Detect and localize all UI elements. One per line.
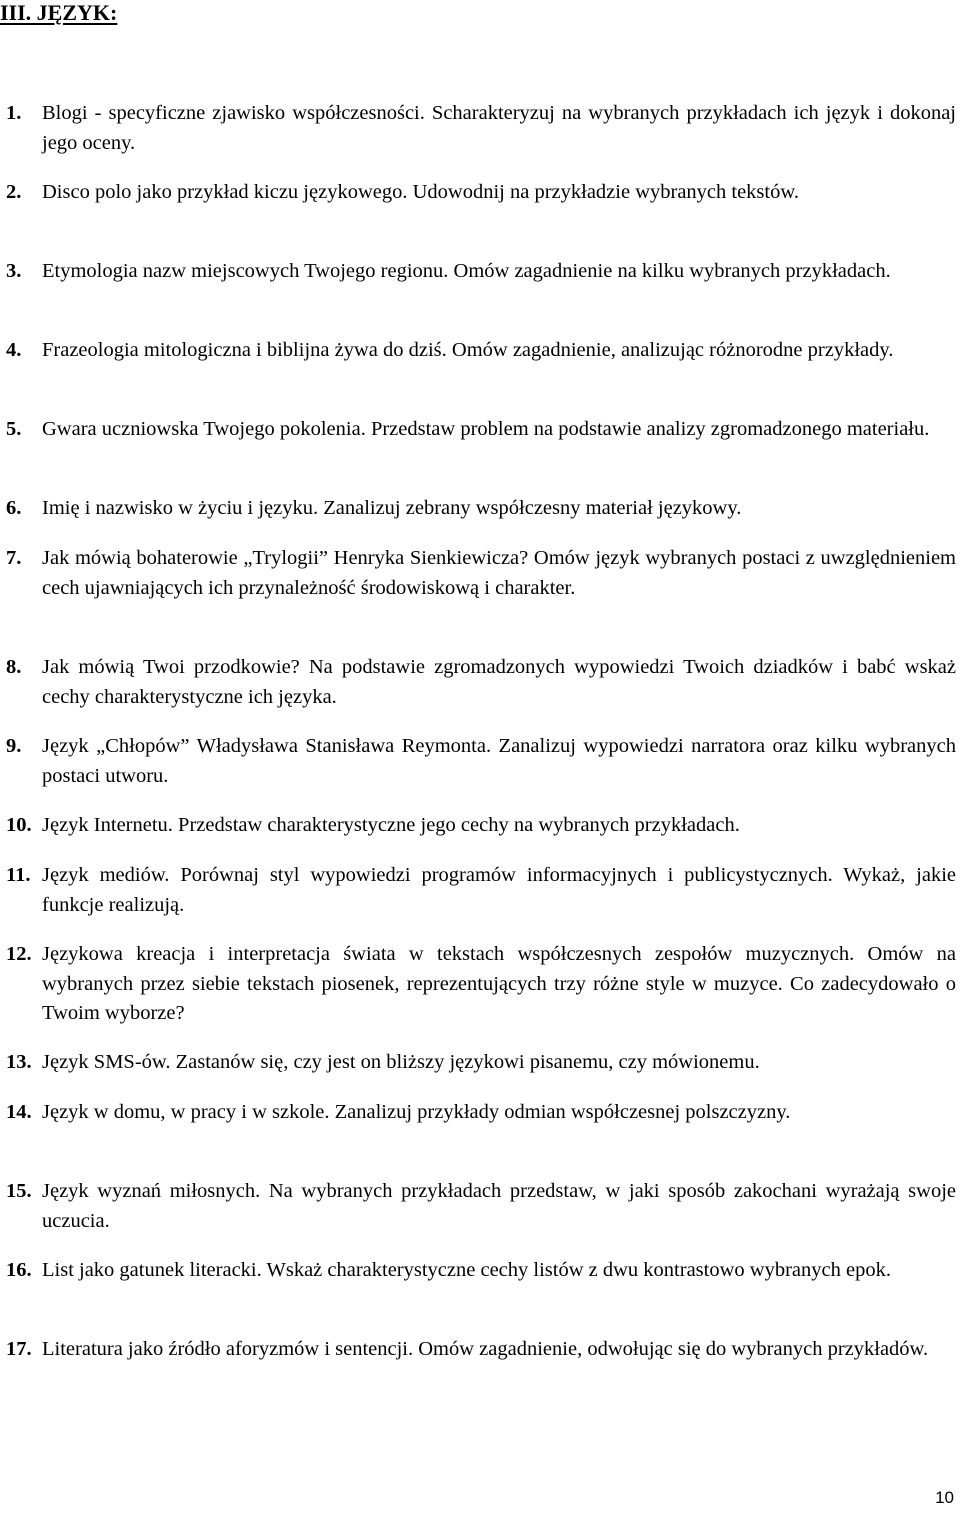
item-number: 12. xyxy=(6,943,32,965)
list-item xyxy=(6,1098,956,1128)
item-text: Disco polo jako przykład kiczu językowego. Udowodnij na przykładzie wybranych tekstów. xyxy=(42,181,799,203)
list-item xyxy=(6,1335,956,1365)
list-item xyxy=(6,940,956,1029)
item-text: Językowa kreacja i interpretacja świata w tekstach współczesnych zespołów muzycznych. Omów na wybranych przez siebie tekstach piosenek, reprezentujących trzy różne style w muzyce. Co zadecydowało o Twoim wyborze? xyxy=(42,943,956,1024)
list-item xyxy=(6,1177,956,1236)
list-item xyxy=(6,1256,956,1286)
item-number: 13. xyxy=(6,1051,32,1073)
item-number: 9. xyxy=(6,735,22,757)
item-text: Blogi - specyficzne zjawisko współczesności. Scharakteryzuj na wybranych przykładach ich język i dokonaj jego oceny. xyxy=(42,102,956,154)
item-text: Język mediów. Porównaj styl wypowiedzi programów informacyjnych i publicystycznych. Wykaż, jakie funkcje realizują. xyxy=(42,864,956,916)
item-number: 11. xyxy=(6,864,31,886)
list-item xyxy=(6,544,956,603)
list-item xyxy=(6,99,956,158)
list-item xyxy=(6,336,956,366)
item-text: Etymologia nazw miejscowych Twojego regionu. Omów zagadnienie na kilku wybranych przykładach. xyxy=(42,260,891,282)
item-text: List jako gatunek literacki. Wskaż charakterystyczne cechy listów z dwu kontrastowo wybranych epok. xyxy=(42,1259,891,1281)
item-text: Język Internetu. Przedstaw charakterystyczne jego cechy na wybranych przykładach. xyxy=(42,814,740,836)
item-number: 6. xyxy=(6,497,22,519)
list-item xyxy=(6,494,956,524)
item-text: Język SMS-ów. Zastanów się, czy jest on bliższy językowi pisanemu, czy mówionemu. xyxy=(42,1051,760,1073)
list-item xyxy=(6,1048,956,1078)
list-item xyxy=(6,653,956,712)
item-number: 5. xyxy=(6,418,22,440)
item-number: 7. xyxy=(6,547,22,569)
item-number: 17. xyxy=(6,1338,32,1360)
item-text: Imię i nazwisko w życiu i języku. Zanalizuj zebrany współczesny materiał językowy. xyxy=(42,497,742,519)
item-number: 10. xyxy=(6,814,32,836)
list-item xyxy=(6,732,956,791)
item-text: Język wyznań miłosnych. Na wybranych przykładach przedstaw, w jaki sposób zakochani wyrażają swoje uczucia. xyxy=(42,1180,956,1232)
item-number: 2. xyxy=(6,181,22,203)
item-text: Frazeologia mitologiczna i biblijna żywa do dziś. Omów zagadnienie, analizując różnorodne przykłady. xyxy=(42,339,894,361)
list-item xyxy=(6,257,956,287)
item-number: 8. xyxy=(6,656,22,678)
item-text: Jak mówią Twoi przodkowie? Na podstawie zgromadzonych wypowiedzi Twoich dziadków i babć wskaż cechy charakterystyczne ich języka. xyxy=(42,656,956,708)
item-number: 16. xyxy=(6,1259,32,1281)
page-number: 10 xyxy=(935,1488,954,1507)
item-number: 3. xyxy=(6,260,22,282)
list-item xyxy=(6,811,956,841)
list-item xyxy=(6,415,956,445)
item-number: 14. xyxy=(6,1101,32,1123)
item-number: 1. xyxy=(6,102,22,124)
item-number: 15. xyxy=(6,1180,32,1202)
item-text: Język „Chłopów” Władysława Stanisława Reymonta. Zanalizuj wypowiedzi narratora oraz kilku wybranych postaci utworu. xyxy=(42,735,956,787)
section-heading: III. JĘZYK: xyxy=(0,0,118,25)
item-text: Literatura jako źródło aforyzmów i sentencji. Omów zagadnienie, odwołując się do wybranych przykładów. xyxy=(42,1338,929,1360)
list-item xyxy=(6,178,956,208)
item-text: Język w domu, w pracy i w szkole. Zanalizuj przykłady odmian współczesnej polszczyzny. xyxy=(42,1101,791,1123)
item-text: Gwara uczniowska Twojego pokolenia. Przedstaw problem na podstawie analizy zgromadzonego materiału. xyxy=(42,418,930,440)
list-item xyxy=(6,861,956,920)
item-text: Jak mówią bohaterowie „Trylogii” Henryka Sienkiewicza? Omów język wybranych postaci z uwzględnieniem cech ujawniających ich przynależność środowiskową i charakter. xyxy=(42,547,956,599)
item-number: 4. xyxy=(6,339,22,361)
